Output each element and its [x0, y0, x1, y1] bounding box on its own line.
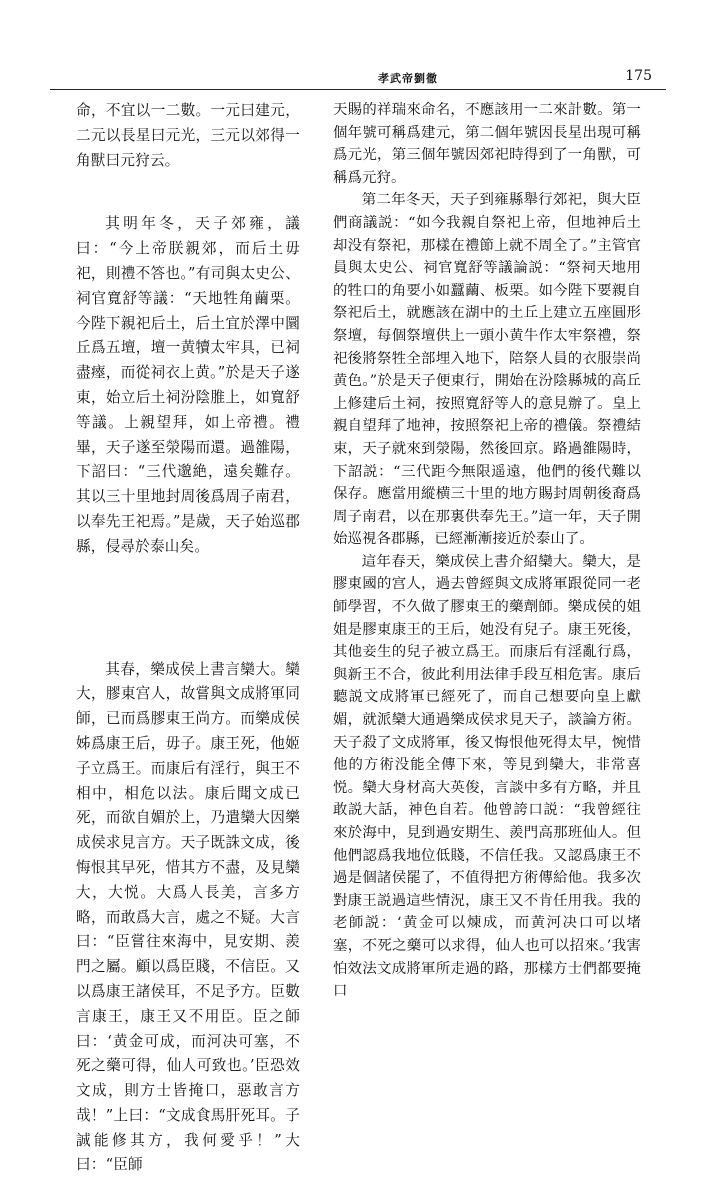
translation-paragraph-3: 這年春天，樂成侯上書介紹欒大。欒大，是膠東國的宫人，過去曾經與文成將軍跟從同一老師學習，不久做了膠東王的藥劑師。樂成侯的姐姐是膠東康王的王后，她没有兒子。康王死後，其他妾生的兒子被立爲王。而康后有淫亂行爲，與新王不合，彼此利用法律手段互相危害。康后聽説文成將軍已經死了，而自己想要向皇上獻媚，就派欒大通過樂成侯求見天子，談論方術。天子殺了文成將軍，後又悔恨他死得太早，惋惜他的方術没能全傳下來，等見到欒大，非常喜悦。欒大身材高大英俊，言談中多有方略，并且敢説大話，神色自若。他曾誇口説：“我曾經往來於海中，見到過安期生、羨門高那班仙人。但他們認爲我地位低賤，不信任我。又認爲康王不過是個諸侯罷了，不值得把方術傳給他。我多次對康王説過這些情況，康王又不肯任用我。我的老師説：‘黄金可以煉成，而黄河决口可以堵塞，不死之藥可以求得，仙人也可以招來。’我害怕效法文成將軍所走過的路，那樣方士們都要掩口: [333, 553, 641, 1000]
paragraph-gap: [76, 560, 300, 658]
original-paragraph-3: 其春，樂成侯上書言欒大。欒大，膠東宫人，故嘗與文成將軍同師，已而爲膠東王尚方。而樂成侯姊爲康王后，毋子。康王死，他姬子立爲王。而康后有淫行，與王不相中，相危以法。康后聞文成已死，而欲自媚於上，乃遣欒大因樂成侯求見言方。天子既誅文成，後悔恨其早死，惜其方不盡，及見欒大，大悦。大爲人長美，言多方略，而敢爲大言，處之不疑。大言曰：“臣嘗往來海中，見安期、羨門之屬。顧以爲臣賤，不信臣。又以爲康王諸侯耳，不足予方。臣數言康王，康王又不用臣。臣之師曰：‘黄金可成，而河决可塞，不死之藥可得，仙人可致也。’臣恐效文成，則方士皆掩口，惡敢言方哉！”上曰：“文成食馬肝死耳。子誠能修其方，我何愛乎！”大曰：“臣師: [76, 660, 300, 1174]
translation-paragraph-1: 天賜的祥瑞來命名，不應該用一二來計數。第一個年號可稱爲建元，第二個年號因長星出現可稱爲元光，第三個年號因郊祀時得到了一角獸，可稱爲元狩。: [333, 102, 641, 186]
header-rule: [50, 89, 666, 90]
page-number: 175: [625, 68, 652, 84]
running-header: [50, 64, 666, 90]
translation-column: [333, 99, 641, 1003]
translation-paragraph-2: 第二年冬天，天子到雍縣舉行郊祀，與大臣們商議説：“如今我親自祭祀上帝，但地神后土却没有祭祀，那樣在禮節上就不周全了。”主管官員與太史公、祠官寬舒等議論説：“祭祠天地用的牲口的角要小如蠶繭、板栗。如今陛下要親自祭祀后土，就應該在湖中的土丘上建立五座圓形祭壇，每個祭壇供上一頭小黄牛作太牢祭禮，祭祀後將祭牲全部埋入地下，陪祭人員的衣服崇尚黄色。”於是天子便東行，開始在汾陰縣城的高丘上修建后土祠，按照寬舒等人的意見辦了。皇上親自望拜了地神，按照祭祀上帝的禮儀。祭禮結束，天子就來到滎陽，然後回京。路過雒陽時，下詔説：“三代距今無限遥遠，他們的後代難以保存。應當用縱横三十里的地方賜封周朝後裔爲周子南君，以在那裏供奉先王。”這一年，天子開始巡視各郡縣，已經漸漸接近於泰山了。: [333, 192, 641, 548]
running-title: 孝武帝劉徹: [378, 72, 438, 85]
original-text-column: [76, 99, 300, 1178]
paragraph-gap: [76, 173, 300, 212]
original-paragraph-2: 其明年冬，天子郊雍，議曰：“今上帝朕親郊，而后土毋祀，則禮不答也。”有司與太史公、祠官寬舒等議：“天地牲角繭栗。今陛下親祀后土，后土宜於澤中圜丘爲五壇，壇一黄犢太牢具，已祠盡瘞，而從祠衣上黄。”於是天子遂東，始立后土祠汾陰脽上，如寬舒等議。上親望拜，如上帝禮。禮畢，天子遂至滎陽而還。過雒陽，下詔曰：“三代邈絶，遠矣難存。其以三十里地封周後爲周子南君，以奉先王祀焉。”是歲，天子始巡郡縣，侵尋於泰山矣。: [76, 215, 300, 555]
original-paragraph-1: 命，不宜以一二數。一元曰建元，二元以長星曰元光，三元以郊得一角獸曰元狩云。: [76, 102, 300, 169]
